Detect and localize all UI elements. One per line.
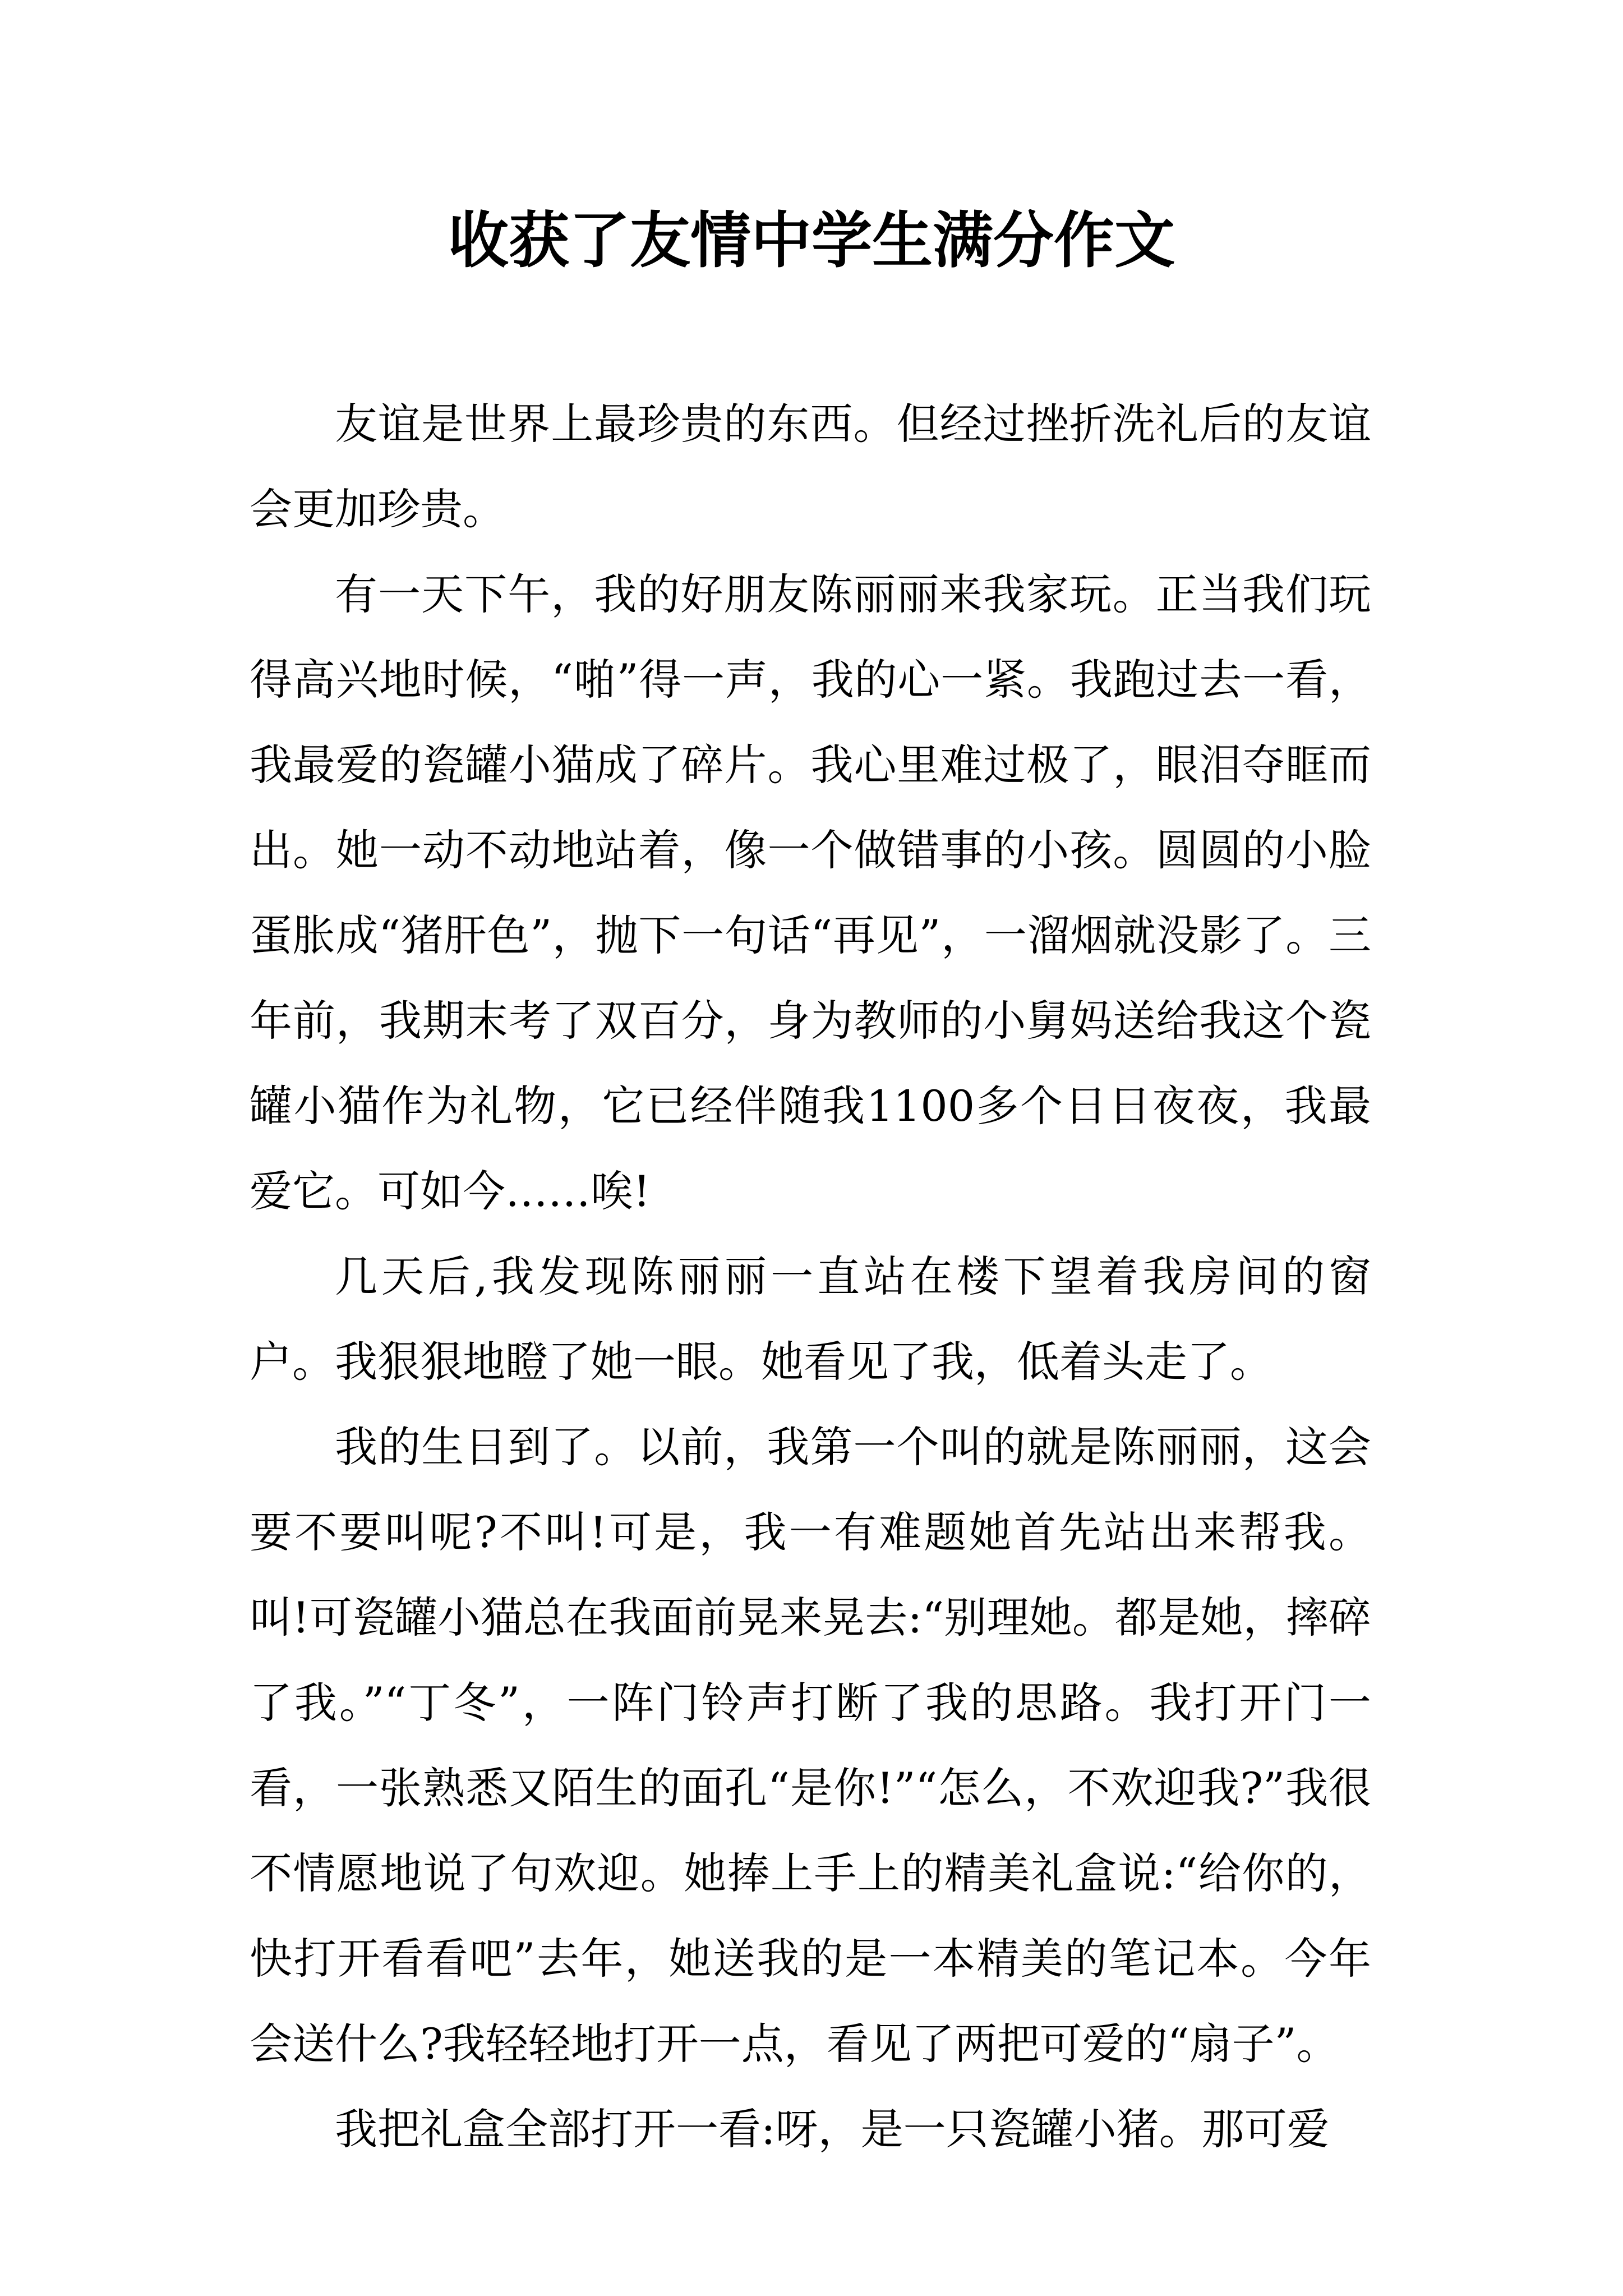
paragraph: 我把礼盒全部打开一看:呀，是一只瓷罐小猪。那可爱	[335, 2104, 1330, 2154]
paragraph: 有一天下午，我的好朋友陈丽丽来我家玩。正当我们玩得高兴地时候，“啪”得一声，我的心一紧。我跑过去一看，我最爱的瓷罐小猫成了碎片。我心里难过极了，眼泪夺眶而出。她一动不动地站着，像一个做错事的小孩。圆圆的小脸蛋胀成“猪肝色”，抛下一句话“再见”，一溜烟就没影了。三年前，我期末考了双百分，身为教师的小舅妈送给我这个瓷罐小猫作为礼物，它已经伴随我1100多个日日夜夜，我最爱它。可如今……唉!	[250, 569, 1371, 1216]
paragraph: 几天后,我发现陈丽丽一直站在楼下望着我房间的窗户。我狠狠地瞪了她一眼。她看见了我，低着头走了。	[250, 1251, 1371, 1387]
document-title: 收获了友情中学生满分作文	[448, 206, 1175, 276]
paragraph: 友谊是世界上最珍贵的东西。但经过挫折洗礼后的友谊会更加珍贵。	[250, 399, 1371, 534]
document-body	[250, 381, 1371, 2172]
paragraph: 我的生日到了。以前，我第一个叫的就是陈丽丽，这会要不要叫呢?不叫!可是，我一有难题她首先站出来帮我。叫!可瓷罐小猫总在我面前晃来晃去:“别理她。都是她，摔碎了我。”“丁冬”，一阵门铃声打断了我的思路。我打开门一看，一张熟悉又陌生的面孔“是你!”“怎么，不欢迎我?”我很不情愿地说了句欢迎。她捧上手上的精美礼盒说:“给你的，快打开看看吧”去年，她送我的是一本精美的笔记本。今年会送什么?我轻轻地打开一点，看见了两把可爱的“扇子”。	[250, 1422, 1371, 2069]
